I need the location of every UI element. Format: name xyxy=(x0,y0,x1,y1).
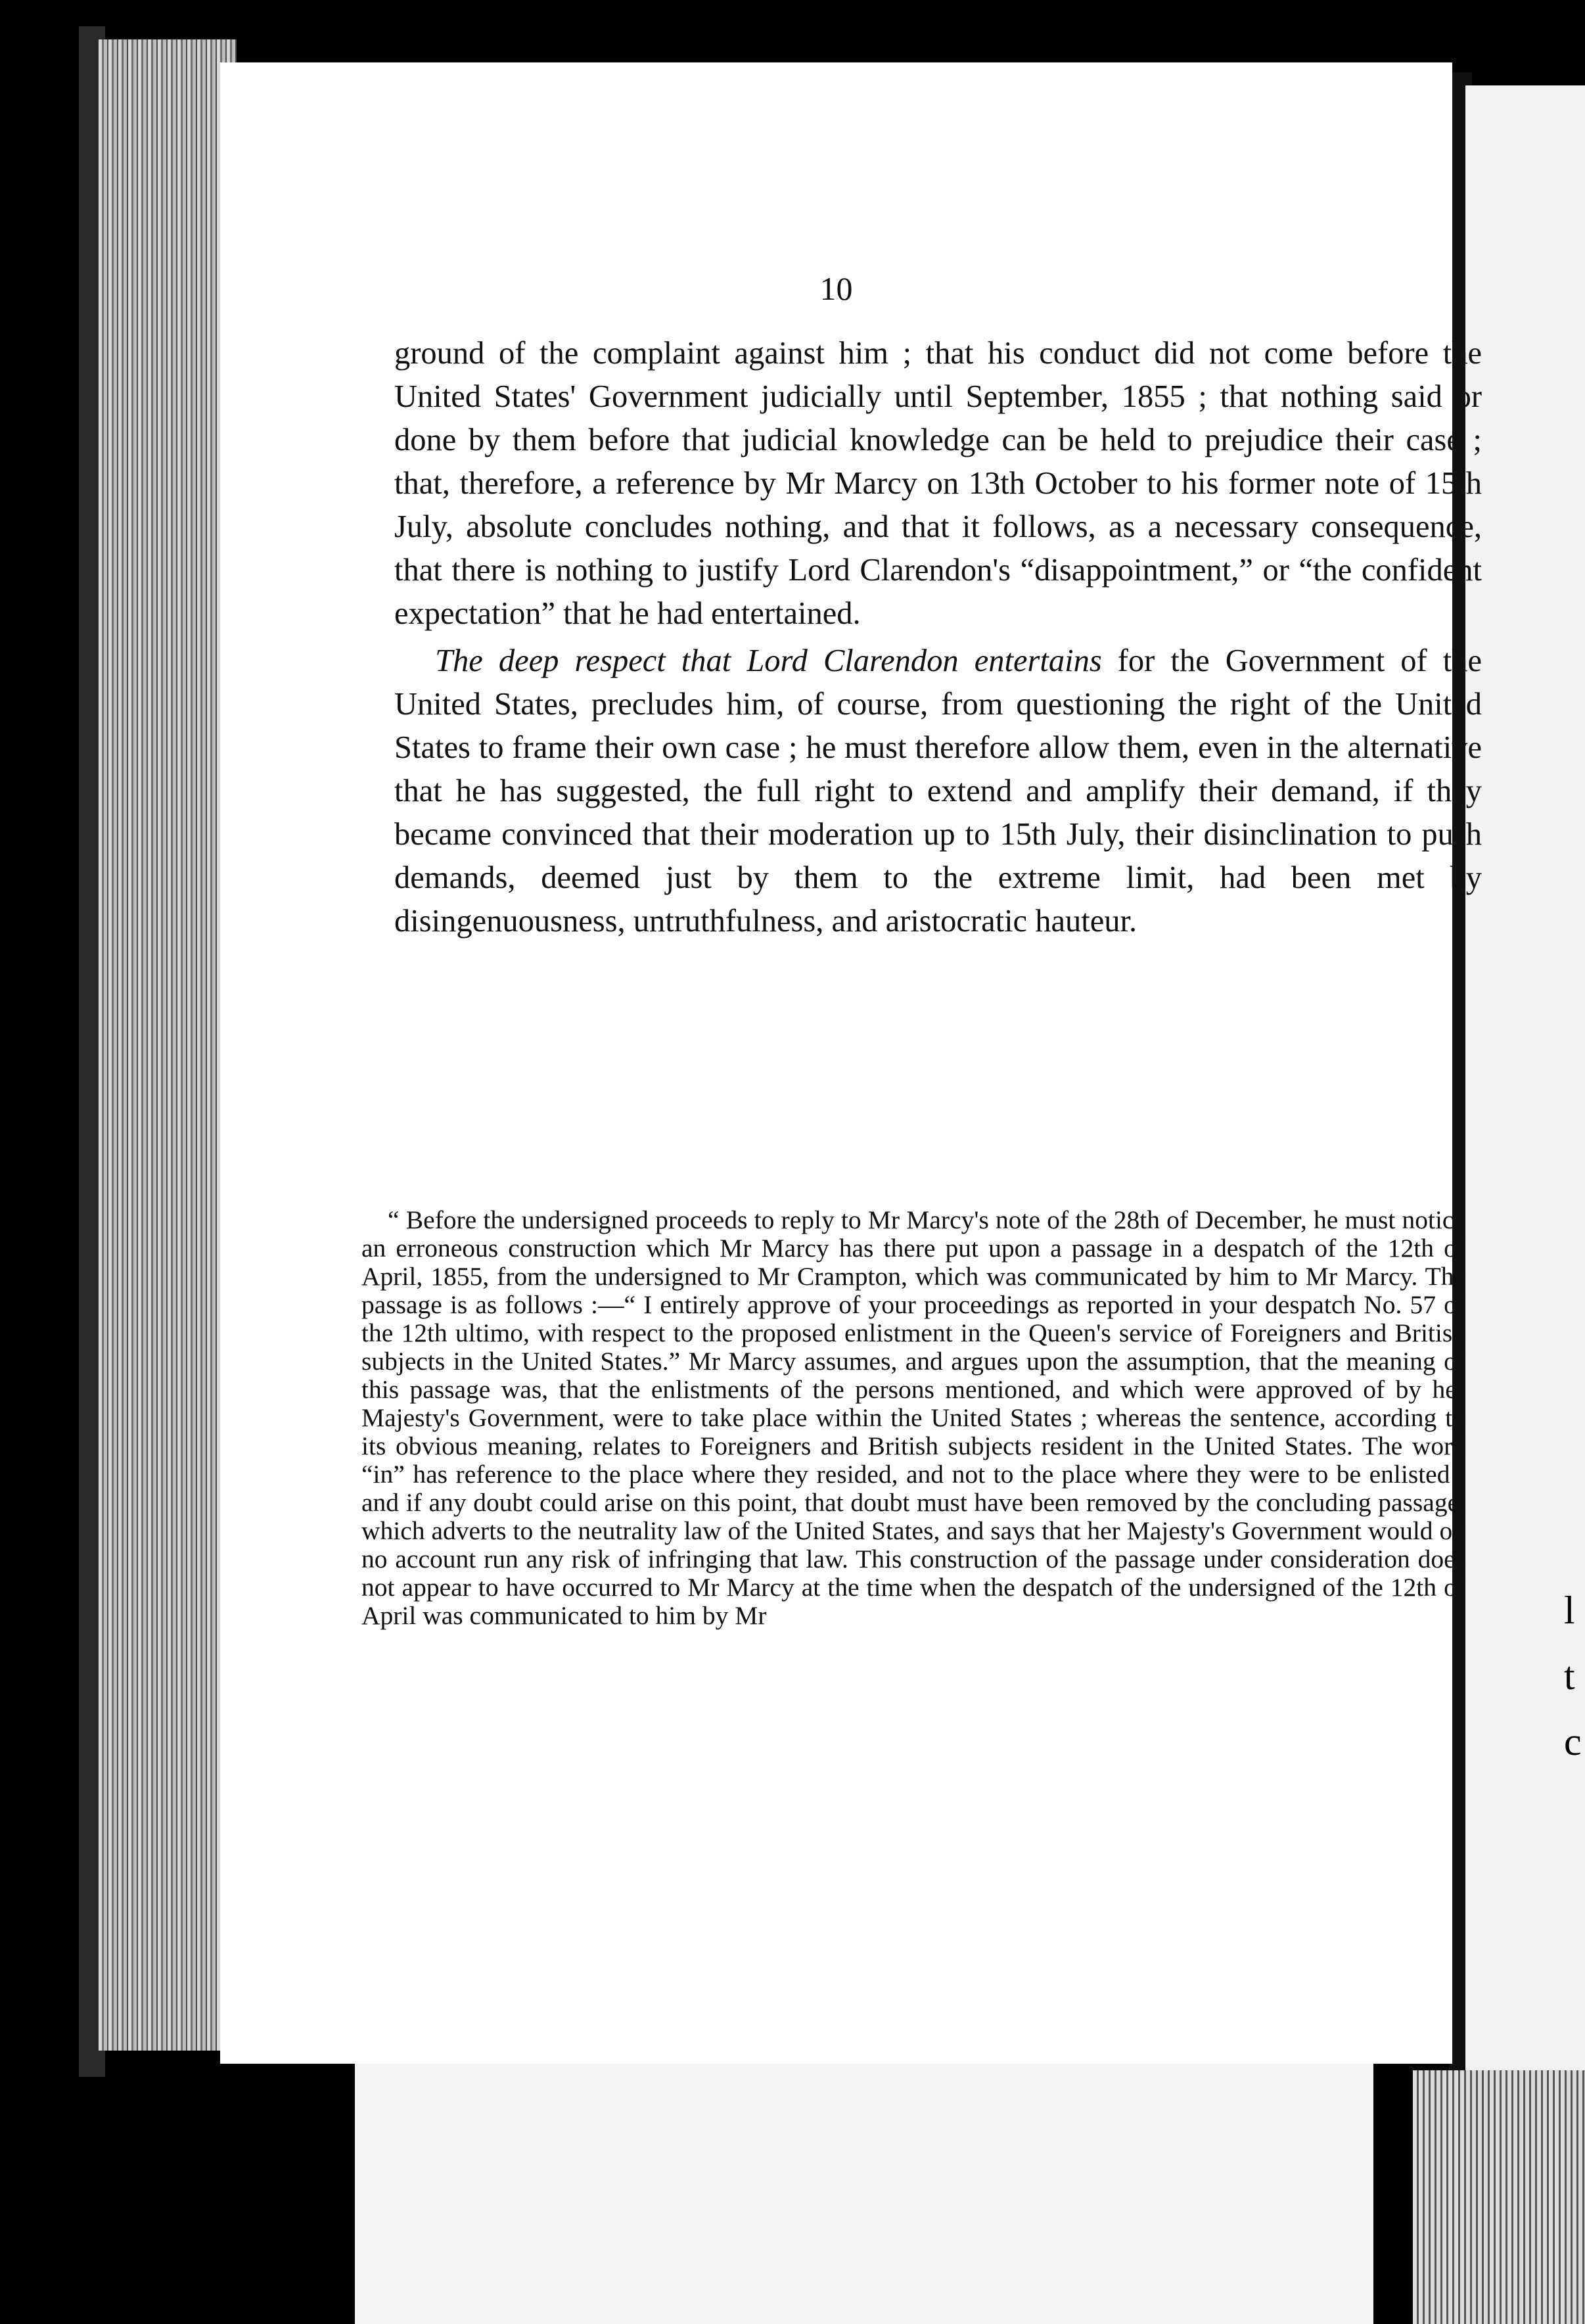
book-page xyxy=(220,62,1482,2064)
adjacent-mark: t xyxy=(1564,1654,1575,1698)
body-text xyxy=(394,332,1482,943)
page-edges-left xyxy=(99,39,237,2051)
adjacent-page-marks xyxy=(1564,1577,1585,1775)
paper-tab-bottom xyxy=(355,2064,1373,2324)
italic-phrase: The deep respect that Lord Clarendon entertains xyxy=(435,643,1102,678)
adjacent-mark: c xyxy=(1564,1720,1582,1763)
paragraph xyxy=(394,639,1482,943)
paragraph-text: for the Government of the United States, precludes him, of course, from questioning the right of the United States to frame their own case ; he must therefore allow them, even in the alternative that he has suggested, the full right to extend and amplify their demand, if they became convinced that their moderation up to 15th July, their disinclination to push demands, deemed just by them to the extreme limit, had been met by disingenuousness, untruthfulness, and aristocratic hauteur. xyxy=(394,643,1482,939)
paragraph: ground of the complaint against him ; that his conduct did not come before the United States' Government judicially until September, 1855 ; that nothing said or done by them before that judicial knowledge can be held to prejudice their case ; that, therefore, a reference by Mr Marcy on 13th October to his former note of 15th July, absolute concludes nothing, and that it follows, as a necessary consequence, that there is nothing to justify Lord Clarendon's “disappointment,” or “the confident expectation” that he had entertained. xyxy=(394,336,1482,631)
footnote xyxy=(361,1206,1465,1630)
footnote-text: “ Before the undersigned proceeds to reply to Mr Marcy's note of the 28th of December, he must notice an erroneous construction which Mr Marcy has there put upon a passage in a despatch of the 12th of April, 1855, from the undersigned to Mr Crampton, which was communicated by him to Mr Marcy. The passage is as follows :—“ I entirely approve of your proceedings as reported in your despatch No. 57 of the 12th ultimo, with respect to the proposed enlistment in the Queen's service of Foreigners and British subjects in the United States.” Mr Marcy assumes, and argues upon the assumption, that the meaning of this passage was, that the enlistments of the persons mentioned, and which were approved of by her Majesty's Government, were to take place within the United States ; whereas the sentence, according to its obvious meaning, relates to Foreigners and British subjects resident in the United States. The word “in” has reference to the place where they resided, and not to the place where they were to be enlisted ; and if any doubt could arise on this point, that doubt must have been removed by the concluding passage, which adverts to the neutrality law of the United States, and says that her Majesty's Government would on no account run any risk of infringing that law. This construction of the passage under consideration does not appear to have occurred to Mr Marcy at the time when the despatch of the undersigned of the 12th of April was communicated to him by Mr xyxy=(361,1205,1465,1630)
page-number: 10 xyxy=(819,270,853,307)
page-edges-bottom-right xyxy=(1413,2070,1585,2324)
adjacent-mark: l xyxy=(1564,1589,1575,1632)
adjacent-page xyxy=(1465,85,1585,2248)
